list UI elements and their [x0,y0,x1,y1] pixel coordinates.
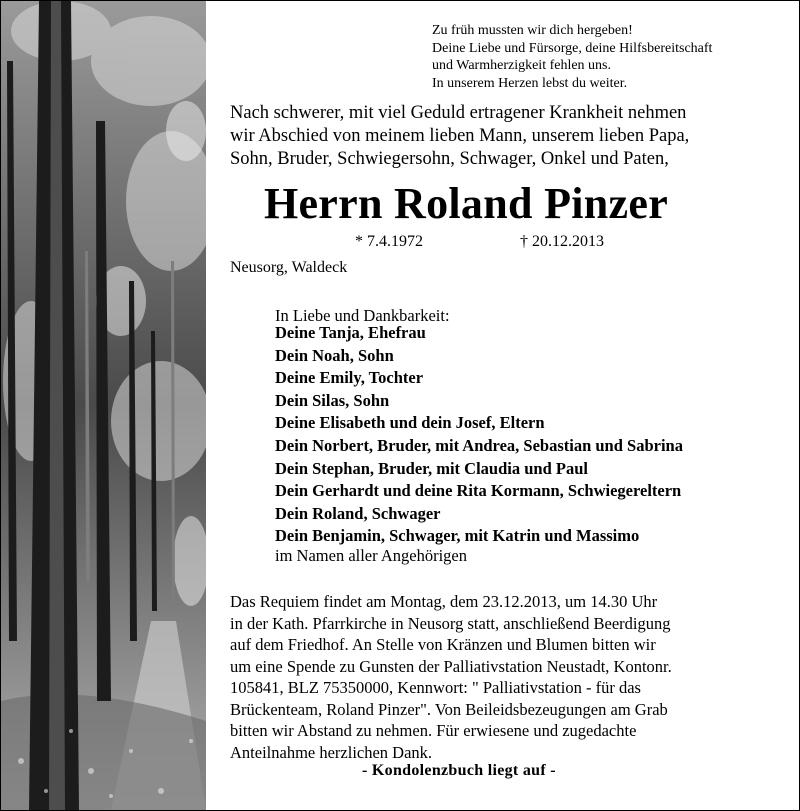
intro-line: Nach schwerer, mit viel Geduld ertragener Krankheit nehmen [230,103,687,123]
intro-line: wir Abschied von meinem lieben Mann, unserem lieben Papa, [230,126,690,146]
requiem-line: Brückenteam, Roland Pinzer". Von Beileidsbezeugungen am Grab [230,699,668,719]
requiem-line: 105841, BLZ 75350000, Kennwort: " Palliativstation - für das [230,678,641,697]
requiem-line: Anteilnahme herzlichen Dank. [230,742,433,762]
forest-photo-svg [1,1,206,810]
mourner-entry: Dein Stephan, Bruder, mit Claudia und Paul [275,458,588,478]
mourner-entry: Dein Gerhardt und deine Rita Kormann, Schwiegereltern [275,481,682,501]
mourner-entry: Deine Emily, Tochter [275,368,424,388]
poem-line: und Warmherzigkeit fehlen uns. [432,58,612,73]
mourner-entry: Dein Silas, Sohn [275,390,390,410]
poem [432,22,712,92]
requiem-line: bitten wir Abstand zu nehmen. Für erwiesene und zugedachte [230,721,637,740]
mourner-entry: Dein Noah, Sohn [275,345,394,365]
requiem-line: auf dem Friedhof. An Stelle von Kränzen und Blumen bitten wir [230,635,656,654]
poem-line: In unserem Herzen lebst du weiter. [432,75,628,91]
mourner-entry: Dein Benjamin, Schwager, mit Katrin und Massimo [275,526,640,546]
mourner-entry: Dein Roland, Schwager [275,503,441,523]
requiem-text [230,591,672,763]
requiem-line: Das Requiem findet am Montag, dem 23.12.2013, um 14.30 Uhr [230,592,658,611]
poem-line: Zu früh mussten wir dich hergeben! [432,23,633,38]
mourner-entry: Deine Tanja, Ehefrau [275,323,426,342]
residence: Neusorg, Waldeck [230,259,348,276]
forest-photo [1,1,206,810]
poem-line: Deine Liebe und Fürsorge, deine Hilfsbereitschaft [432,40,713,56]
deceased-name: Herrn Roland Pinzer [263,179,669,228]
intro-line: Sohn, Bruder, Schwiegersohn, Schwager, Onkel und Paten, [230,149,669,169]
intro-text [230,102,689,171]
mourners-intro: In Liebe und Dankbarkeit: [275,306,450,325]
mourner-entry: Deine Elisabeth und dein Josef, Eltern [275,413,545,433]
death-date: † 20.12.2013 [520,233,604,250]
mourner-entry: Dein Norbert, Bruder, mit Andrea, Sebastian und Sabrina [275,435,683,455]
mourners-closing: im Namen aller Angehörigen [275,546,467,565]
mourners-list [275,322,683,548]
birth-date: * 7.4.1972 [355,233,423,250]
condolence-book-note: - Kondolenzbuch liegt auf - [362,762,556,779]
requiem-line: in der Kath. Pfarrkirche in Neusorg statt, anschließend Beerdigung [230,613,671,633]
requiem-line: um eine Spende zu Gunsten der Palliativstation Neustadt, Kontonr. [230,656,672,676]
